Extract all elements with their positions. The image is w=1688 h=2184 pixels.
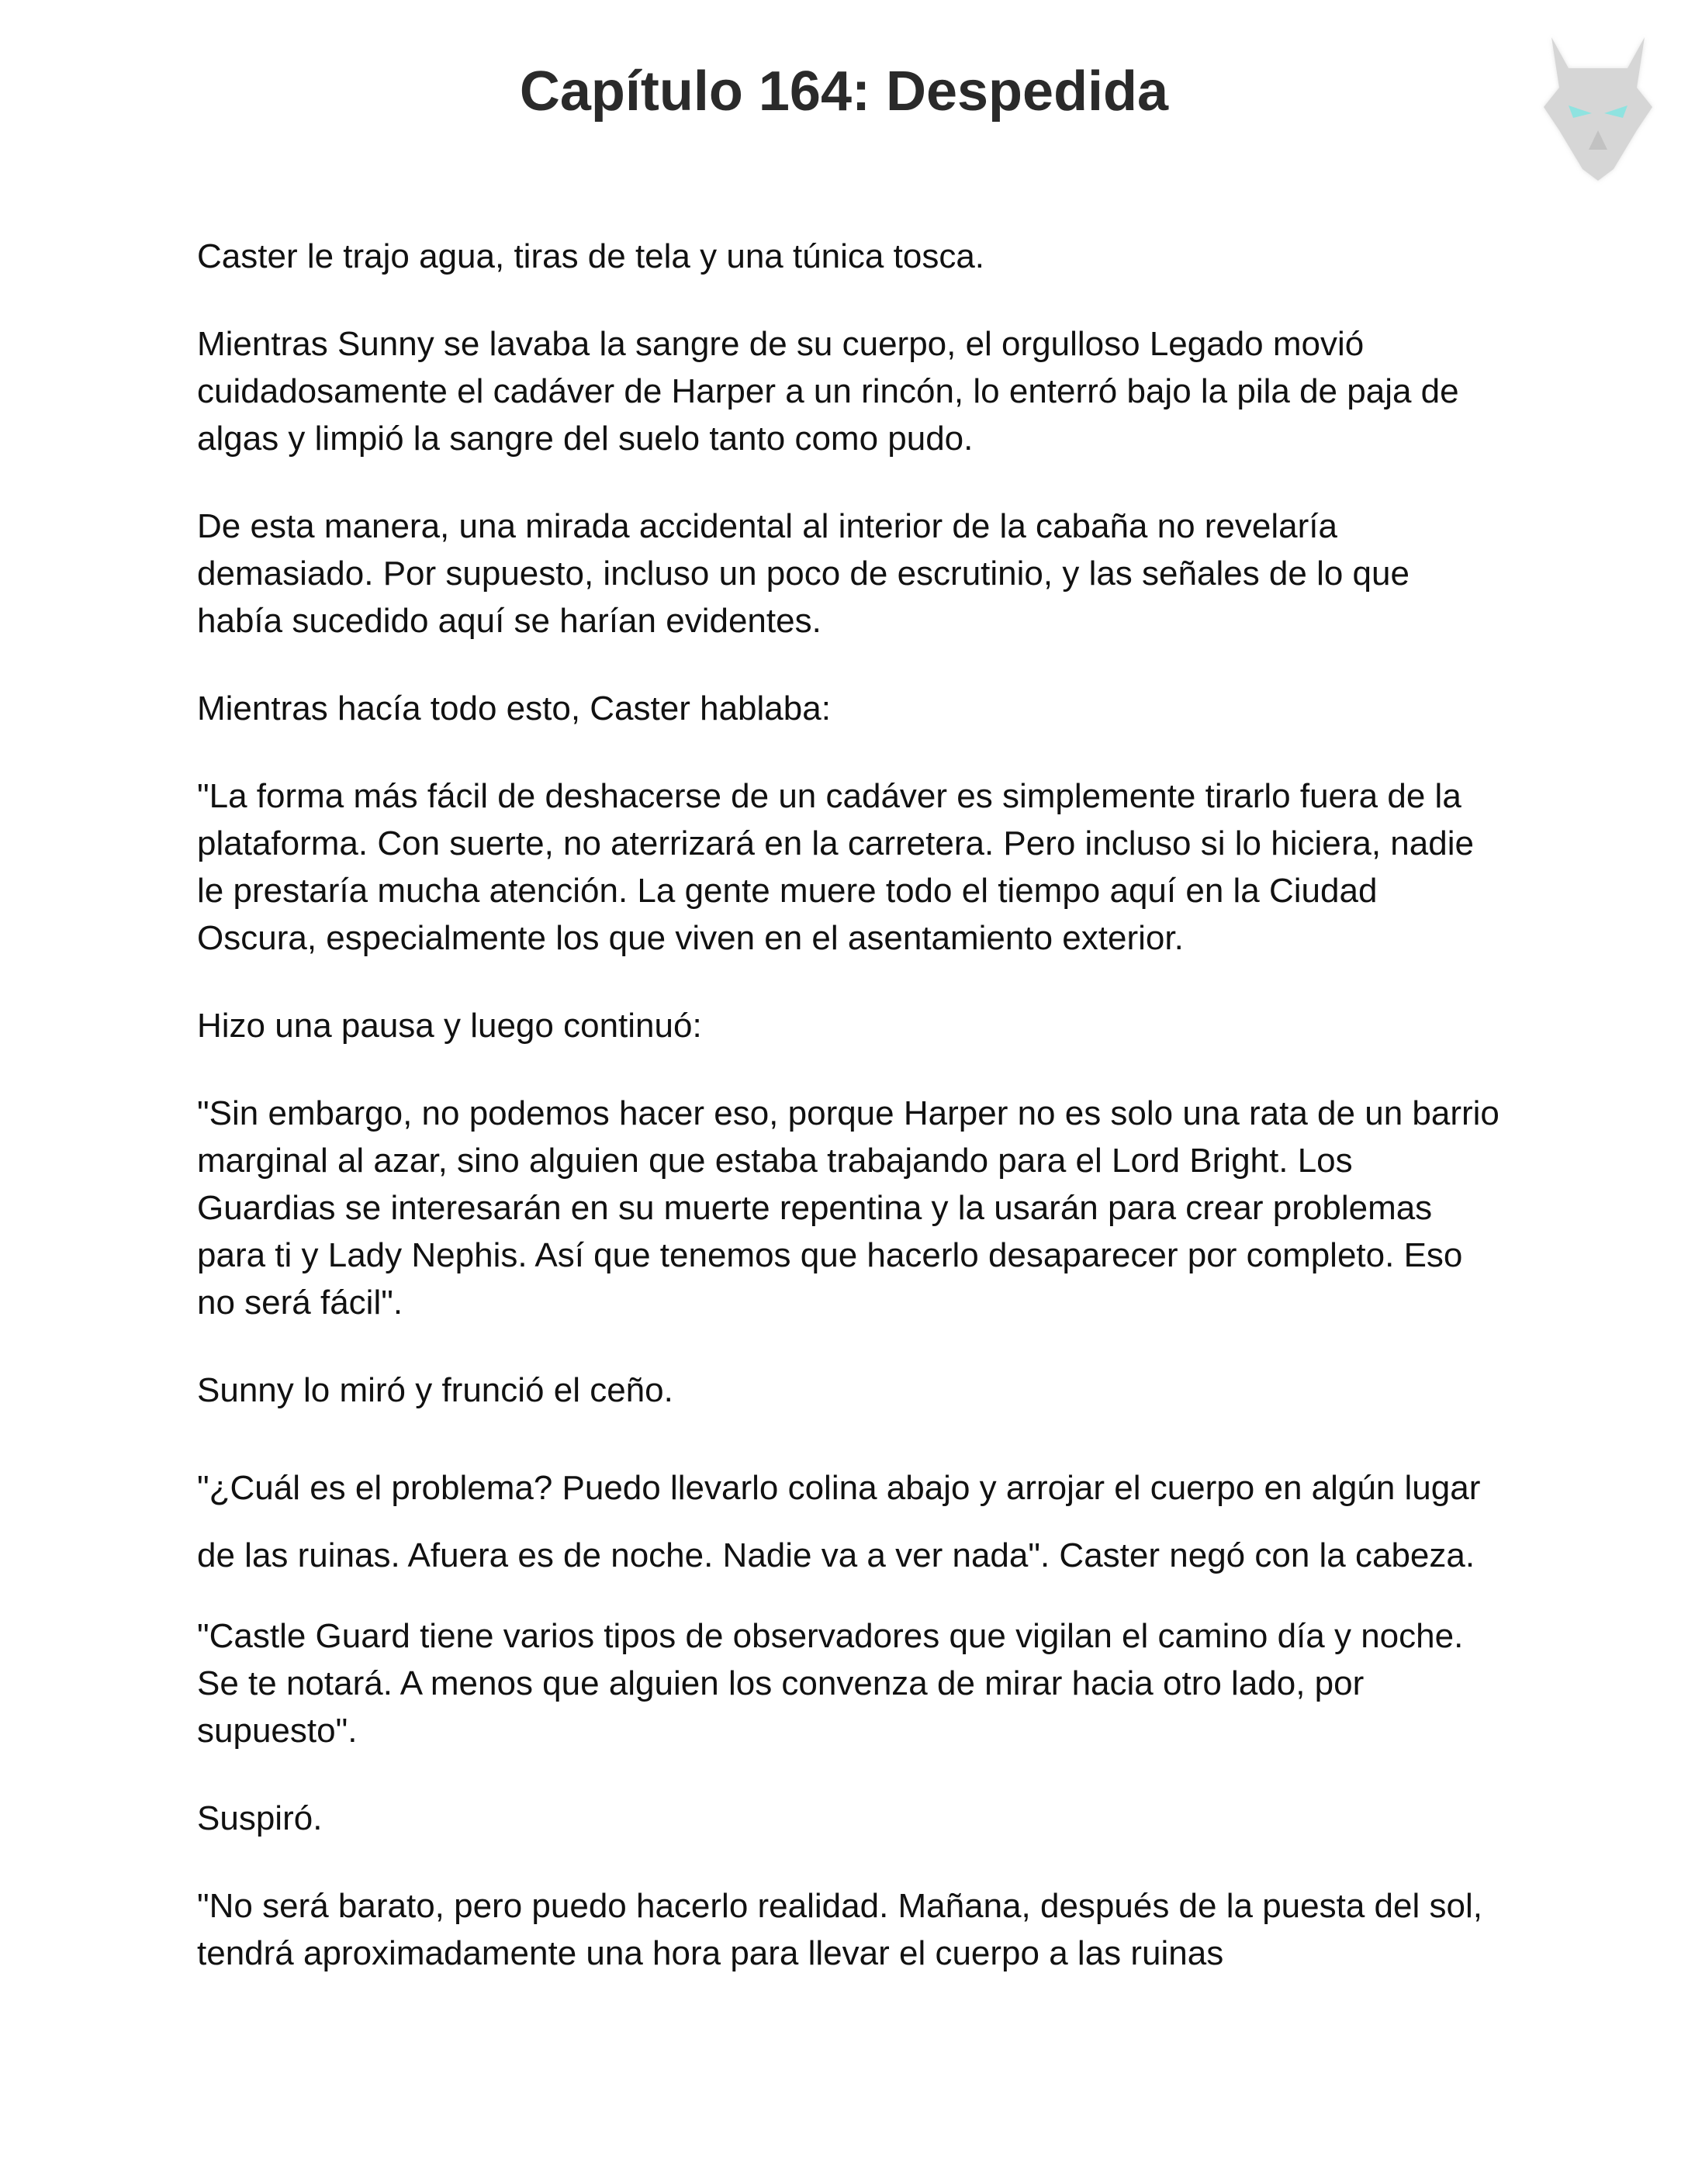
paragraph: Mientras Sunny se lavaba la sangre de su cuerpo, el orgulloso Legado movió cuidadosamente el cadáver de Harper a un rincón, lo enterró bajo la pila de paja de algas y limpió la sangre del suelo tanto como pudo. — [197, 325, 1459, 458]
paragraph: Sunny lo miró y frunció el ceño. — [197, 1371, 673, 1409]
paragraph: "Castle Guard tiene varios tipos de observadores que vigilan el camino día y noche. Se te notará. A menos que alguien los convenza de mirar hacia otro lado, por supuesto". — [197, 1617, 1464, 1750]
paragraph: "La forma más fácil de deshacerse de un cadáver es simplemente tirarlo fuera de la plataforma. Con suerte, no aterrizará en la carretera. Pero incluso si lo hiciera, nadie le prestaría mucha atención. La gente muere todo el tiempo aquí en la Ciudad Oscura, especialmente los que viven en el asentamiento exterior. — [197, 777, 1474, 957]
paragraph: "¿Cuál es el problema? Puedo llevarlo colina abajo y arrojar el cuerpo en algún lugar de las ruinas. Afuera es de noche. Nadie va a ver nada". Caster negó con la cabeza. — [197, 1469, 1481, 1574]
paragraph: "Sin embargo, no podemos hacer eso, porque Harper no es solo una rata de un barrio marginal al azar, sino alguien que estaba trabajando para el Lord Bright. Los Guardias se interesarán en su muerte repentina y la usarán para crear problemas para ti y Lady Nephis. Así que tenemos que hacerlo desaparecer por completo. Eso no será fácil". — [197, 1094, 1499, 1322]
paragraph: De esta manera, una mirada accidental al interior de la cabaña no revelaría demasiado. Por supuesto, incluso un poco de escrutinio, y las señales de lo que había sucedido aquí se harían evidentes. — [197, 507, 1410, 640]
chapter-title: Capítulo 164: Despedida — [519, 60, 1169, 123]
paragraph: Suspiró. — [197, 1799, 323, 1837]
paragraph: Hizo una pausa y luego continuó: — [197, 1007, 702, 1045]
paragraph: Mientras hacía todo esto, Caster hablaba: — [197, 689, 831, 727]
horned-demon-head-icon — [1520, 14, 1676, 192]
chapter-body — [197, 233, 1500, 2017]
paragraph: "No será barato, pero puedo hacerlo realidad. Mañana, después de la puesta del sol, tendrá aproximadamente una hora para llevar el cuerpo a las ruinas — [197, 1887, 1482, 1972]
paragraph: Caster le trajo agua, tiras de tela y una túnica tosca. — [197, 237, 985, 275]
